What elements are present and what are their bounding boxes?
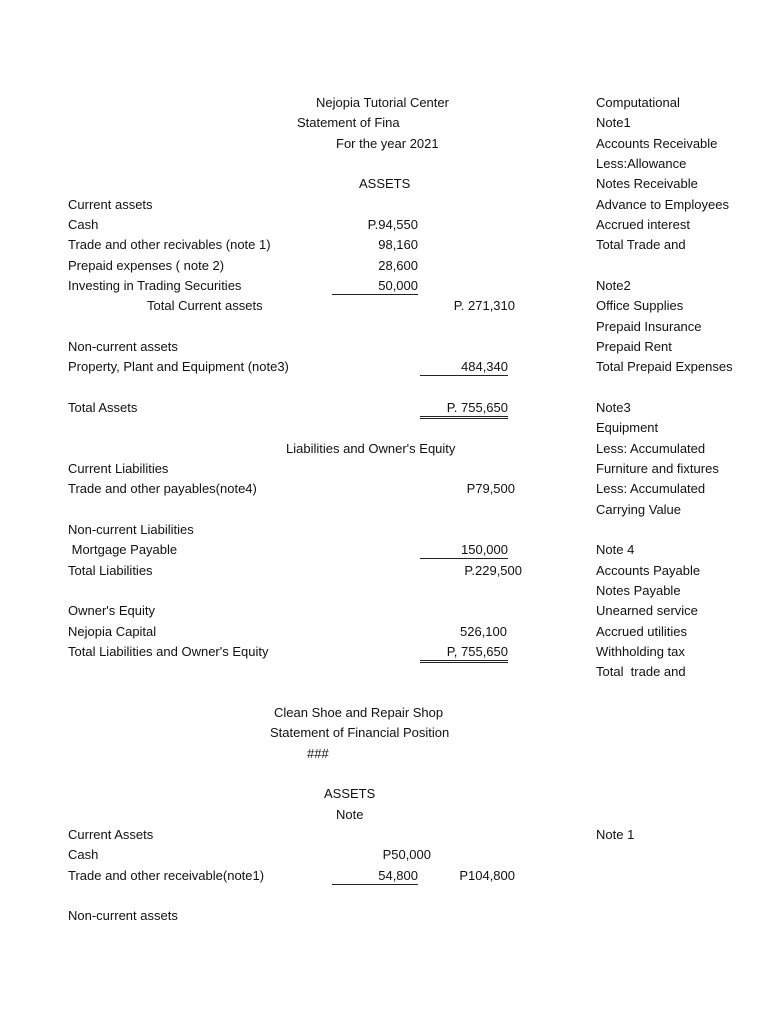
note1-header: Note1: [596, 115, 631, 130]
note3-row: Less: Accumulated: [596, 441, 706, 456]
ppe-value: 484,340: [420, 359, 508, 376]
statement2-date: ###: [307, 746, 329, 761]
prepaid-expenses-amount: 28,600: [378, 258, 418, 273]
total-assets-value: P. 755,650: [420, 400, 508, 419]
note1b-header: Note 1: [596, 827, 635, 842]
note1-row: Advance to Employees: [596, 197, 729, 212]
note4-row: Unearned service: [596, 603, 698, 618]
liabilities-equity-header: Liabilities and Owner's Equity: [286, 441, 456, 456]
statement2-title: Statement of Financial Position: [270, 725, 450, 740]
note2-row: Office Supplies: [596, 298, 684, 313]
trading-securities-amount: 50,000: [332, 278, 418, 295]
note4-header: Note 4: [596, 542, 635, 557]
note4-row: Total trade and: [596, 664, 686, 679]
total-liabilities-equity-value: P, 755,650: [420, 644, 508, 663]
ppe-label: Property, Plant and Equipment (note3): [68, 359, 289, 374]
current-assets-label: Current assets: [68, 197, 153, 212]
mortgage-payable-value: 150,000: [420, 542, 508, 559]
note1-row: Accounts Receivable: [596, 136, 718, 151]
note1-row: Notes Receivable: [596, 176, 698, 191]
current-assets2-label: Current Assets: [68, 827, 154, 842]
computational-header: Computational: [596, 95, 680, 110]
note4-row: Accounts Payable: [596, 563, 701, 578]
note1-row: Total Trade and: [596, 237, 686, 252]
owners-equity-label: Owner's Equity: [68, 603, 156, 618]
capital-value: 526,100: [460, 624, 507, 639]
assets2-header: ASSETS: [324, 786, 376, 801]
note3-row: Less: Accumulated: [596, 481, 706, 496]
note4-row: Withholding tax: [596, 644, 685, 659]
trade-payables-label: Trade and other payables(note4): [68, 481, 257, 496]
trade2-value: 54,800: [332, 868, 418, 885]
current-liabilities-label: Current Liabilities: [68, 461, 169, 476]
cash2-value: P50,000: [382, 847, 431, 862]
total-liabilities-value: P.229,500: [464, 563, 522, 578]
note3-header: Note3: [596, 400, 631, 415]
note3-row: Furniture and fixtures: [596, 461, 719, 476]
assets-header: ASSETS: [359, 176, 411, 191]
total-liabilities-label: Total Liabilities: [68, 563, 153, 578]
note1-row: Accrued interest: [596, 217, 690, 232]
cash-amount: P.94,550: [367, 217, 418, 232]
trade2-label: Trade and other receivable(note1): [68, 868, 265, 883]
period-label: For the year 2021: [336, 136, 439, 151]
note4-row: Accrued utilities: [596, 624, 688, 639]
noncurrent-assets2-label: Non-current assets: [68, 908, 178, 923]
total-liabilities-equity-label: Total Liabilities and Owner's Equity: [68, 644, 269, 659]
note-column-header: Note: [336, 807, 364, 822]
cash2-label: Cash: [68, 847, 99, 862]
note4-row: Notes Payable: [596, 583, 681, 598]
mortgage-payable-label: Mortgage Payable: [68, 542, 178, 557]
noncurrent-assets-label: Non-current assets: [68, 339, 178, 354]
capital-label: Nejopia Capital: [68, 624, 157, 639]
company-title: Nejopia Tutorial Center: [316, 95, 449, 110]
trade-receivables-label: Trade and other recivables (note 1): [68, 237, 271, 252]
total-assets-label: Total Assets: [68, 400, 138, 415]
trade-payables-value: P79,500: [466, 481, 515, 496]
company2-title: Clean Shoe and Repair Shop: [274, 705, 444, 720]
cash-label: Cash: [68, 217, 99, 232]
total-current-assets-label: Total Current assets: [147, 298, 263, 313]
trade2-total: P104,800: [459, 868, 515, 883]
note1-row: Less:Allowance: [596, 156, 687, 171]
note2-row: Prepaid Rent: [596, 339, 672, 354]
prepaid-expenses-label: Prepaid expenses ( note 2): [68, 258, 225, 273]
statement-title: Statement of Fina: [297, 115, 400, 130]
note2-header: Note2: [596, 278, 631, 293]
note2-row: Total Prepaid Expenses: [596, 359, 733, 374]
trading-securities-label: Investing in Trading Securities: [68, 278, 242, 293]
total-current-assets-value: P. 271,310: [453, 298, 515, 313]
noncurrent-liabilities-label: Non-current Liabilities: [68, 522, 194, 537]
note3-row: Equipment: [596, 420, 659, 435]
note3-row: Carrying Value: [596, 502, 682, 517]
note2-row: Prepaid Insurance: [596, 319, 702, 334]
trade-receivables-amount: 98,160: [378, 237, 418, 252]
